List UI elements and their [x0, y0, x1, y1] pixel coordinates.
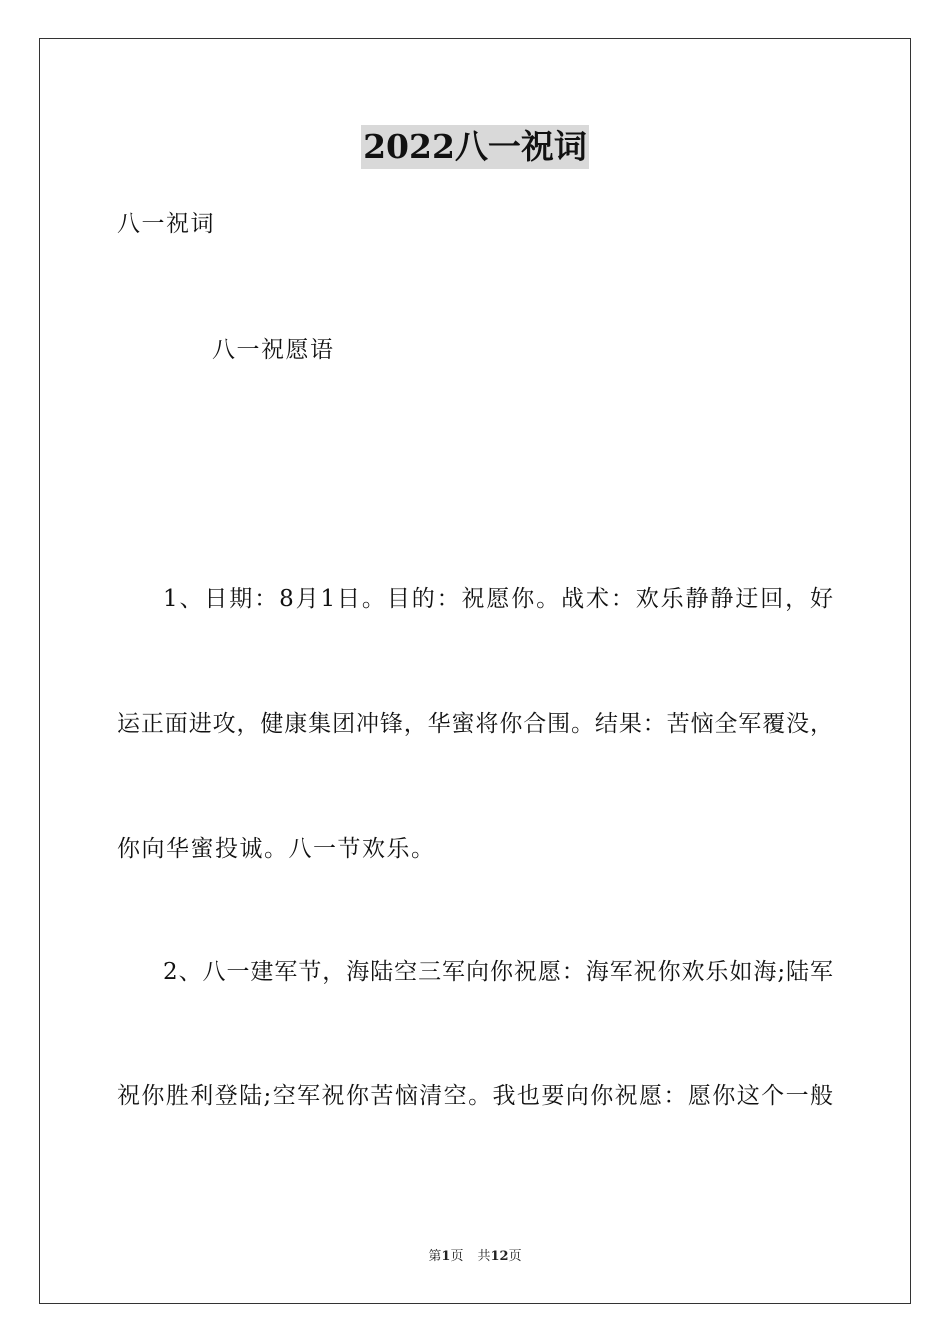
paragraph-line: 2、八一建军节，海陆空三军向你祝愿：海军祝你欢乐如海;陆军 [163, 959, 833, 985]
footer-total-suffix: 页 [508, 1249, 522, 1264]
footer-page-suffix: 页 [450, 1249, 464, 1264]
footer-total-prefix: 共 [477, 1249, 491, 1264]
paragraph-line: 你向华蜜投诚。八一节欢乐。 [117, 836, 436, 862]
section-heading: 八一祝愿语 [212, 337, 335, 363]
paragraph-line: 祝你胜利登陆;空军祝你苦恼清空。我也要向你祝愿：愿你这个一般 [117, 1083, 833, 1109]
title-container [0, 125, 950, 169]
footer-total-pages: 12 [490, 1249, 509, 1264]
paragraph-line: 运正面进攻，健康集团冲锋，华蜜将你合围。结果：苦恼全军覆没， [117, 711, 833, 737]
footer-page-prefix: 第 [428, 1249, 442, 1264]
page-footer [0, 1249, 950, 1265]
footer-page-number: 1 [441, 1249, 451, 1264]
paragraph-line: 1、日期：8月1日。目的：祝愿你。战术：欢乐静静迂回，好 [163, 586, 833, 612]
document-title: 2022八一祝词 [361, 125, 589, 169]
document-subtitle: 八一祝词 [117, 211, 215, 237]
